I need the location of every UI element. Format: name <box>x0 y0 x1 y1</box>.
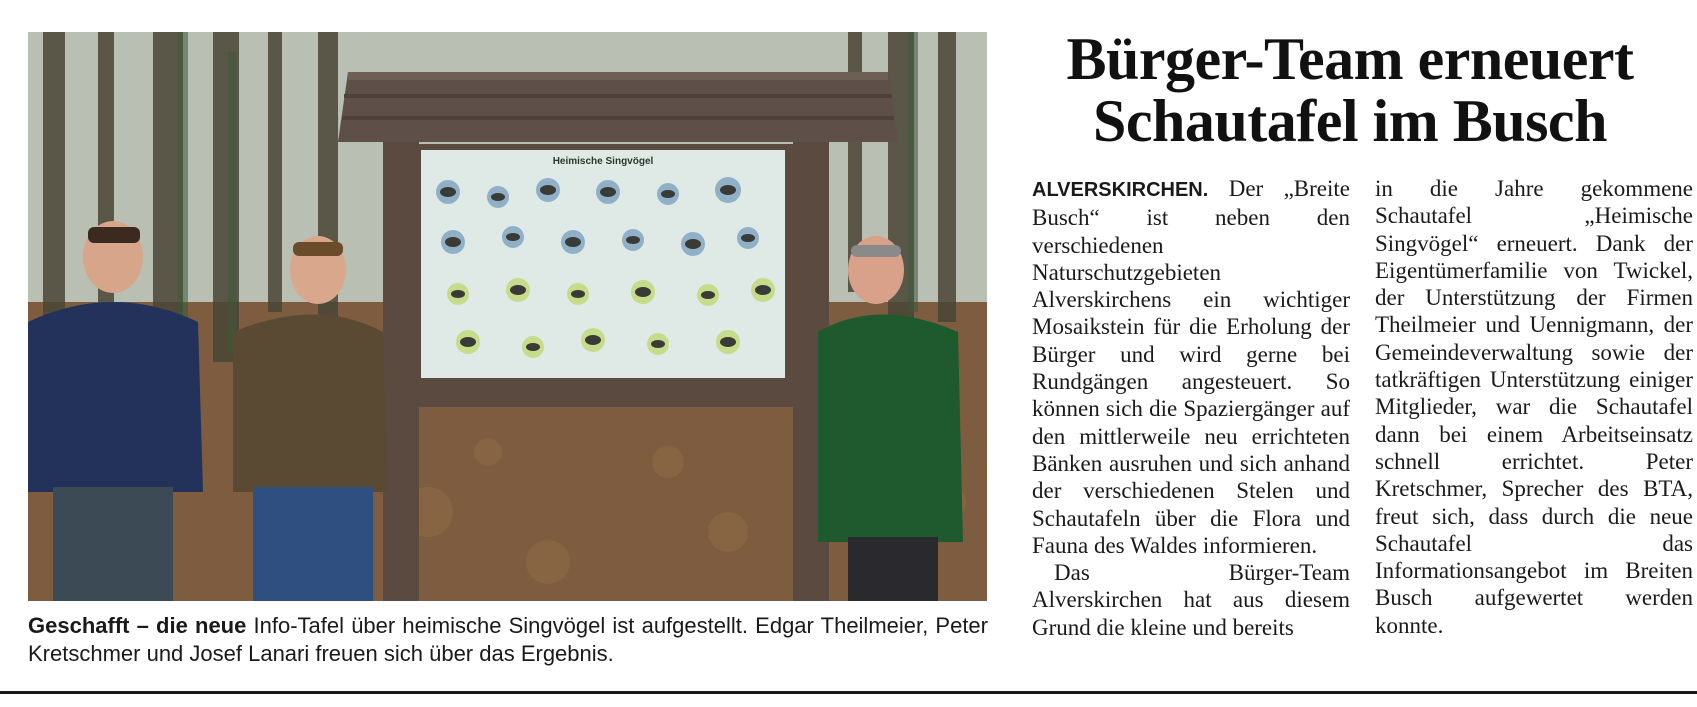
paragraph-1: Der „Breite Busch“ ist neben den verschiedenen Naturschutzgebieten Alverskirchens ein wichtiger Mosaikstein für die Erholung der Bürger und wird gerne bei Rundgängen angesteuert. So können sich die Spaziergänger auf den mittlerweile neu errichteten Bänken ausruhen und sich anhand der verschiedenen Stelen und Schautafeln über die Flora und Fauna des Waldes informieren. <box>1032 176 1350 558</box>
paragraph-2-continued: in die Jahre gekommene Schautafel „Heimische Singvögel“ erneuert. Dank der Eigentümerfamilie von Twickel, der Unterstützung der Firmen Theilmeier und Uennigmann, der Gemeindeverwaltung sowie der tatkräftigen Unterstützung einiger Mitglieder, war die Schautafel dann bei einem Arbeitseinsatz schnell errichtet. Peter Kretschmer, Sprecher des BTA, freut sich, dass durch die neue Schautafel das Informationsangebot im Breiten Busch aufgewertet werden konnte. <box>1375 176 1693 638</box>
caption-text: Info-Tafel über heimische Singvögel ist aufgestellt. Edgar Theilmeier, Peter Kretschmer und Josef Lanari freuen sich über das Ergebnis. <box>28 613 988 666</box>
headline-line-2: Schautafel im Busch <box>1093 88 1607 154</box>
caption-lead: Geschafft – die neue <box>28 613 247 638</box>
headline-line-1: Bürger-Team erneuert <box>1066 26 1634 92</box>
article-column-2 <box>1375 175 1693 639</box>
photo-caption <box>28 612 988 668</box>
article-photo <box>28 32 987 601</box>
paragraph-2-start: Das Bürger-Team Alverskirchen hat aus diesem Grund die kleine und bereits <box>1032 560 1350 640</box>
forest-scene-illustration <box>28 32 987 601</box>
article-column-1 <box>1032 175 1350 641</box>
dateline: ALVERSKIRCHEN. <box>1032 179 1209 201</box>
bottom-rule <box>0 691 1697 694</box>
article-headline <box>1010 28 1690 152</box>
sign-title: Heimische Singvögel <box>552 156 654 167</box>
